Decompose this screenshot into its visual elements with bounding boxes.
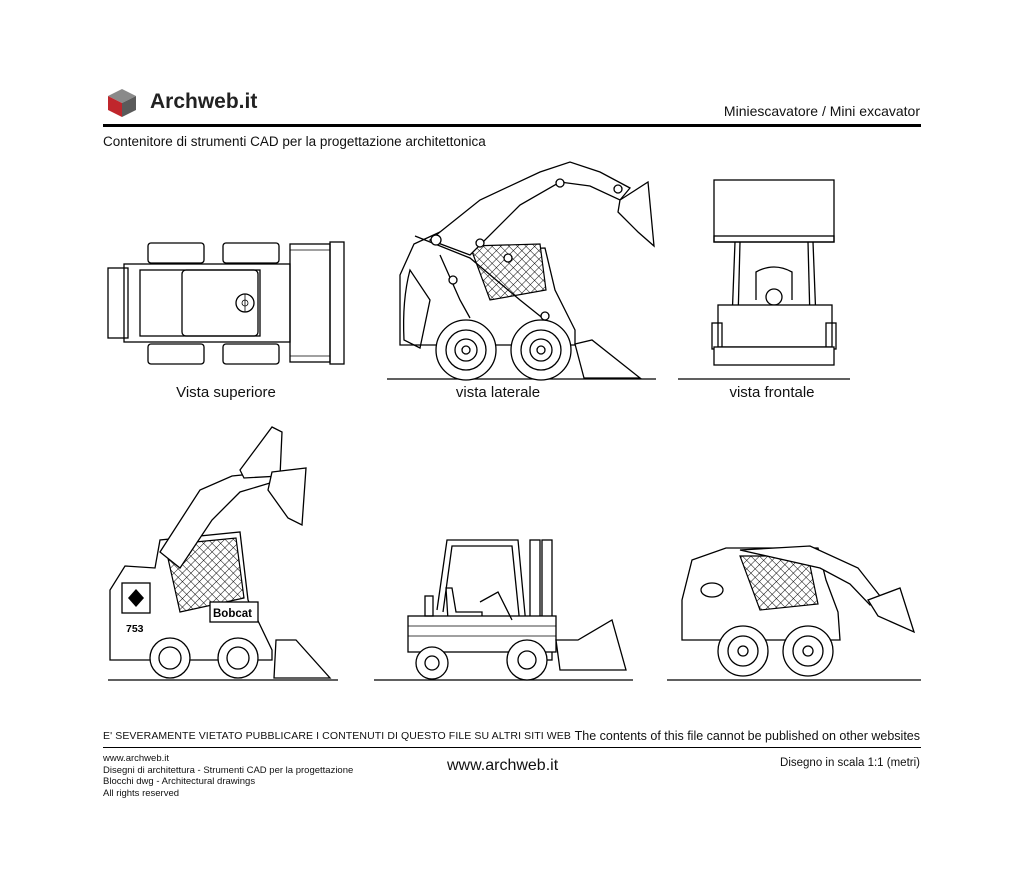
caption-front-view: vista frontale <box>729 384 815 401</box>
footer-divider <box>103 747 921 748</box>
caption-side-view: vista laterale <box>455 384 541 401</box>
warning-english: The contents of this file cannot be published on other websites <box>574 729 920 743</box>
logo-text[interactable]: Archweb.it <box>150 90 258 113</box>
footer-site[interactable]: www.archweb.it <box>103 753 169 764</box>
footer-info <box>103 753 353 799</box>
front-view-drawing <box>678 180 850 379</box>
archweb-logo-icon <box>108 89 136 117</box>
forklift-loader-drawing <box>374 540 633 680</box>
caption-top-view: Vista superiore <box>176 384 276 401</box>
warning-italian: E' SEVERAMENTE VIETATO PUBBLICARE I CONTENUTI DI QUESTO FILE SU ALTRI SITI WEB <box>103 730 571 742</box>
top-view-drawing <box>108 242 344 364</box>
bobcat-brand-label: Bobcat <box>213 608 252 620</box>
bobcat-753-drawing <box>108 427 338 680</box>
bobcat-model-label: 753 <box>126 623 144 635</box>
header-divider <box>103 124 921 127</box>
side-view-drawing <box>387 162 656 380</box>
drawing-title: Miniescavatore / Mini excavator <box>723 103 920 119</box>
footer-scale: Disegno in scala 1:1 (metri) <box>780 757 920 769</box>
footer-desc-2: Blocchi dwg - Architectural drawings <box>103 776 256 787</box>
header-subtitle: Contenitore di strumenti CAD per la progettazione architettonica <box>103 134 486 149</box>
compact-loader-drawing <box>667 546 921 680</box>
footer-desc-1: Disegni di architettura - Strumenti CAD per la progettazione <box>103 764 354 776</box>
footer-rights: All rights reserved <box>103 787 180 799</box>
footer-url[interactable]: www.archweb.it <box>447 757 559 774</box>
